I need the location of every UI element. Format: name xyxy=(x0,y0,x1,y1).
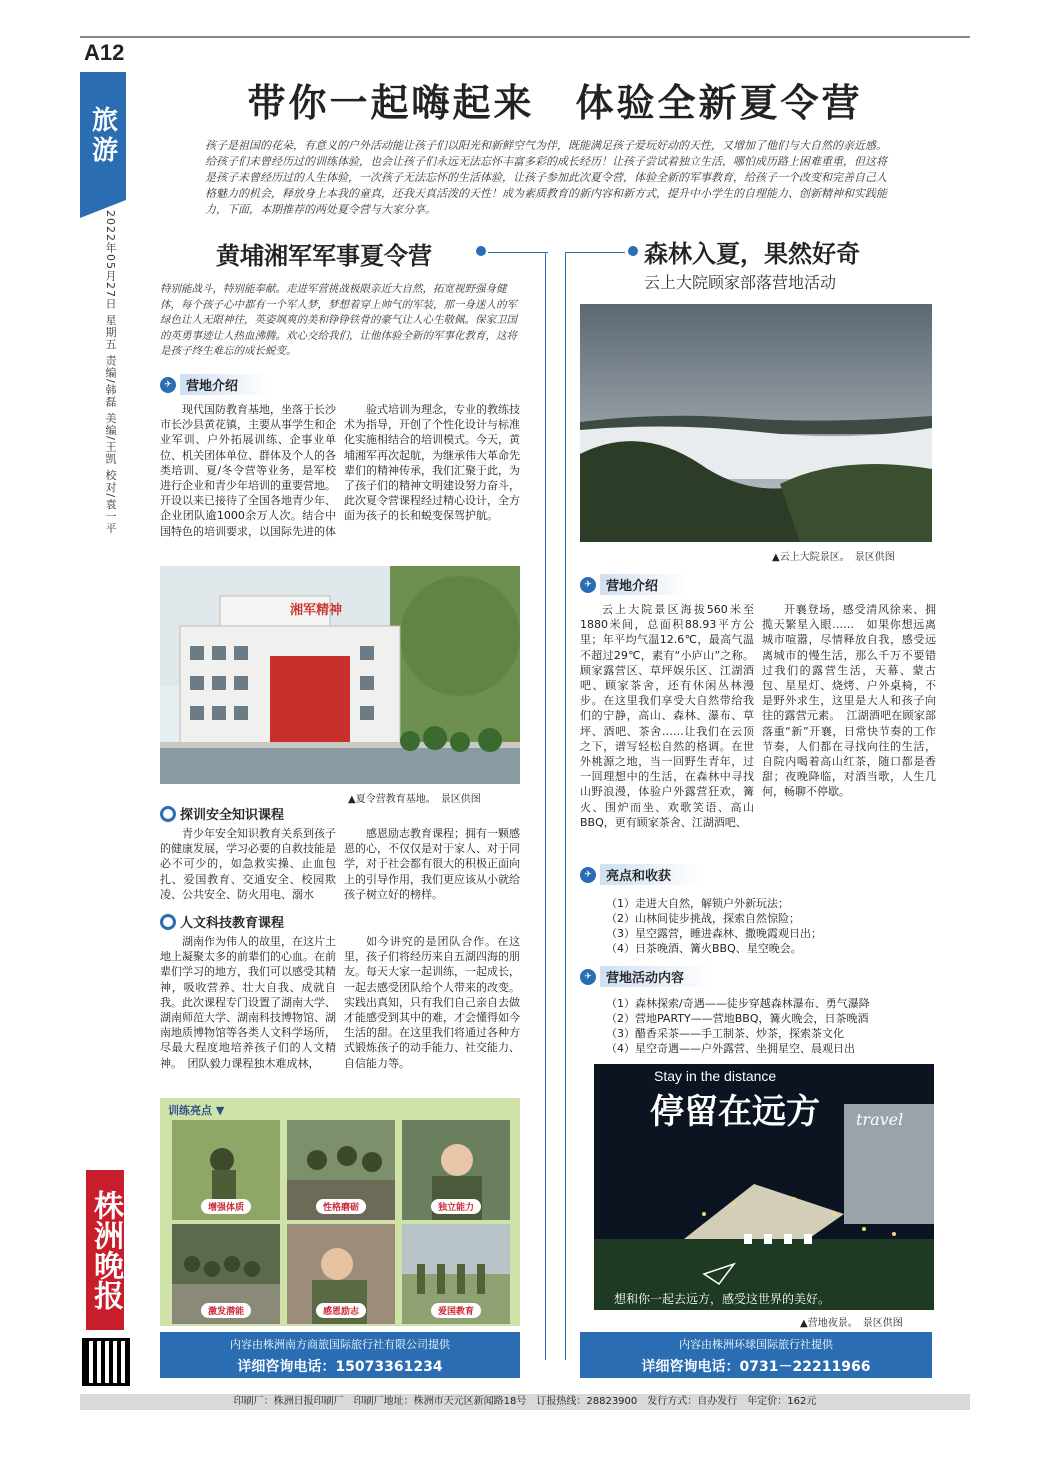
night-slogan: 想和你一起去远方，感受这世界的美好。 xyxy=(614,1292,831,1306)
ring-bullet-icon xyxy=(160,914,176,930)
thumb-label: 激发潜能 xyxy=(201,1303,251,1318)
left-photo-caption: ▲夏令营教育基地。 景区供图 xyxy=(348,794,481,805)
list-item: （2）山林间徒步挑战，探索自然惊险； xyxy=(606,912,800,925)
thumb-photo xyxy=(287,1224,395,1324)
left-sec1-col2: 验式培训为理念，专业的教练技术为指导，开创了个性化设计与标准化实施相结合的培训模式。今天，黄埔湘军再次起航，为继承伟大革命先辈们的精神传承，我们汇聚于此，为了孩子们的精神文明建设努力奋斗，此次夏令营课程经过精心设计，全方面为孩子的长和蜕变保驾护航。 xyxy=(344,403,520,523)
night-chinese-title: 停留在远方 xyxy=(650,1092,820,1132)
left-sec2-heading: 探训安全知识课程 xyxy=(160,804,284,823)
thumb-photo xyxy=(402,1224,510,1324)
section-tag: 旅游 xyxy=(80,72,126,200)
right-sec1-heading: ✈ 营地介绍 xyxy=(580,574,688,595)
list-item: （1）走进大自然，解锁户外新玩法； xyxy=(606,897,789,910)
night-camp-photo xyxy=(594,1064,934,1310)
thumb-label: 增强体质 xyxy=(201,1199,251,1214)
thumb-label: 感恩励志 xyxy=(316,1303,366,1318)
thumb-photo xyxy=(172,1120,280,1220)
plane-icon: ✈ xyxy=(580,969,596,985)
ring-bullet-icon xyxy=(160,806,176,822)
plane-icon: ✈ xyxy=(580,867,596,883)
right-sponsor-text: 内容由株洲环球国际旅行社提供 xyxy=(679,1338,833,1351)
right-sec3-heading: ✈ 营地活动内容 xyxy=(580,966,714,987)
bullet-icon xyxy=(476,246,486,256)
masthead-logo: 株洲晚报 xyxy=(86,1170,124,1330)
left-sec2-col2: 感恩励志教育课程；拥有一颗感恩的心，不仅仅是对于家人、对于同学，对于社会都有很大的积极正面向上的引导作用，我们更应该从小就给孩子树立好的榜样。 xyxy=(344,827,520,901)
highlights-list xyxy=(606,896,936,956)
night-photo-caption: ▲营地夜景。 景区供图 xyxy=(800,1318,903,1329)
center-divider-left xyxy=(545,252,546,1360)
list-item: （4）星空奇遇——户外露营、坐拥星空、晨观日出 xyxy=(606,1042,855,1055)
left-sec1-heading: ✈ 营地介绍 xyxy=(160,374,268,395)
bullet-icon xyxy=(628,246,638,256)
night-english-title: Stay in the distance xyxy=(654,1068,777,1084)
left-lead: 特别能战斗，特别能奉献。走进军营挑战极限亲近大自然，拓宽视野强身健体，每个孩子心中都有一个军人梦，梦想着穿上帅气的军装，那一身迷人的军绿色让人无限神往，英姿飒爽的美和铮铮铁骨的豪气让人心生敬佩。保家卫国的英勇事迹让人热血沸腾。欢心交给我们，让他体验全新的军事化教育，这将是孩子终生难忘的成长蜕变。 xyxy=(160,283,517,357)
right-sponsor-phone: 详细咨询电话：0731－22211966 xyxy=(641,1359,871,1375)
right-subtitle: 云上大院顾家部落营地活动 xyxy=(644,273,837,292)
thumb-label: 爱国教育 xyxy=(431,1303,481,1318)
list-item: （2）营地PARTY——营地BBQ，篝火晚会，日茶晚酒 xyxy=(606,1012,869,1025)
left-sec2-col1: 青少年安全知识教育关系到孩子的健康发展，学习必要的自救技能是必不可少的，如急救实操、止血包扎、爱国教育、交通安全、校园欺凌、公共安全、防火用电、溺水 xyxy=(160,827,336,901)
left-sec3-col1: 湖南作为伟人的故里，在这片土地上凝聚太多的前辈们的心血。在前辈们学习的地方，我们可以感受其精神，吸收营养、壮大自我、成就自我。此次课程专门设置了湖南大学、湖南师范大学、湖南科技博物馆、湖南地质博物馆等各类人文科学场所，尽最大程度地培养孩子们的人文精神。 团队毅力课程独木难成林， xyxy=(160,935,336,1070)
qr-code-icon xyxy=(82,1338,130,1386)
center-divider-right xyxy=(565,252,566,1360)
training-highlights-title: 训练亮点 ▼ xyxy=(168,1104,225,1117)
list-item: （4）日茶晚酒、篝火BBQ、星空晚会。 xyxy=(606,942,802,955)
left-title-rule xyxy=(488,252,548,253)
page-headline: 带你一起嗨起来 体验全新夏令营 xyxy=(247,81,863,125)
right-sec1-col2: 开襄登场，感受清风徐来、拥揽天繁星入眼…… 如果你想远离城市喧嚣，尽情释放自我，感受远离城市的慢生活，那么千万不要错过我们的露营生活，天幕、蒙古包、星星灯、烧烤、户外桌椅，不是野外求生，这里是大人和孩子向往的露营元素。 江湖酒吧在顾家部落重“新”开襄，日常快节奏的工作节奏，人们都在寻找向往的生活，自院内喝着高山红茶，随口都是香甜；夜晚降临，对酒当歌，人生几何，畅聊不停歇。 xyxy=(762,603,936,799)
svg-text:湘军精神: 湘军精神 xyxy=(290,603,343,618)
thumb-photo xyxy=(287,1120,395,1220)
thumb-photo xyxy=(172,1224,280,1324)
right-title-rule xyxy=(565,252,625,253)
intro-paragraph: 孩子是祖国的花朵，有意义的户外活动能让孩子们以阳光和新鲜空气为伴，既能满足孩子爱玩好动的天性，又增加了他们与大自然的亲近感。给孩子们未曾经历过的训练体验，也会让孩子们永远无法忘怀丰富多彩的成长经历！让孩子尝试着独立生活，哪怕成历路上困难重重，但这将是孩子未曾经历过的人生体验，一次孩子无法忘怀的生活体验，让孩子参加此次夏令营，体验全新的军事教育，给孩子一个改变和完善自己人格魅力的机会，释放身上本我的童真，还我天真活泼的天性！成为素质教育的新内容和新方式，提升中小学生的自理能力、创新精神和实践能力，下面，本期推荐的两处夏令营与大家分享。 xyxy=(205,139,887,216)
left-title: 黄埔湘军军事夏令营 xyxy=(216,242,432,270)
plane-icon: ✈ xyxy=(160,377,176,393)
thumb-label: 性格磨砺 xyxy=(316,1199,366,1214)
activities-list xyxy=(606,996,936,1056)
top-rule xyxy=(80,36,970,38)
camp-building-photo xyxy=(160,566,520,784)
list-item: （1）森林探索/奇遇——徒步穿越森林瀑布、勇气瀑降 xyxy=(606,997,870,1010)
night-travel-word: travel xyxy=(856,1110,904,1129)
right-photo-caption: ▲云上大院景区。 景区供图 xyxy=(772,552,895,563)
plane-icon: ✈ xyxy=(580,577,596,593)
right-sec2-heading: ✈ 亮点和收获 xyxy=(580,864,701,885)
left-sponsor-text: 内容由株洲南方商旅国际旅行社有限公司提供 xyxy=(230,1338,450,1351)
date-line: 2022年05月27日 星期五 责编/韩磊 美编/王凯 校对/袁一平 xyxy=(104,210,117,535)
list-item: （3）星空露营，睡进森林、撒晚霞观日出； xyxy=(606,927,822,940)
page-number: A12 xyxy=(84,40,125,65)
thumb-photo xyxy=(402,1120,510,1220)
left-sponsor-phone: 详细咨询电话：15073361234 xyxy=(237,1359,443,1375)
cloud-sea-photo xyxy=(580,304,932,542)
left-sec1-col1: 现代国防教育基地，坐落于长沙市长沙县黄花镇，主要从事学生和企业军训、户外拓展训练、企事业单位、机关团体单位、群体及个人的各类培训、夏/冬令营等业务，是军校进行企业和青少年培训的重要营地。开设以来已接待了全国各地青少年、企业团队逾1000余万人次。结合中国特色的培训要求，以国际先进的体 xyxy=(160,403,336,538)
right-title: 森林入夏，果然好奇 xyxy=(644,240,860,268)
right-sponsor-bar xyxy=(580,1332,932,1378)
left-sec3-heading: 人文科技教育课程 xyxy=(160,912,284,931)
list-item: （3）醋香采茶——手工制茶、炒茶，探索茶文化 xyxy=(606,1027,844,1040)
left-sponsor-bar xyxy=(160,1332,520,1378)
right-sec1-col1: 云上大院景区海拔560米至1880米间，总面积88.93平方公里；年平均气温12.6℃，最高气温不超过29℃，素有“小庐山”之称。顾家露营区、草坪娱乐区、江湖酒吧、顾家茶舍，还有休闲丛林漫步。在这里我们享受大自然带给我们的宁静，高山、森林、瀑布、草坪、酒吧、茶舍……让我们在云顶之下，谱写轻松自然的格调。在世外桃源之地，当一回野生青年，过一回理想中的生活，在森林中寻找山野浪漫，体验户外露营狂欢，篝火、围炉而坐、欢歌笑语、高山BBQ，更有顾家茶舍、江湖酒吧、 xyxy=(580,603,754,829)
left-sec3-col2: 如今讲究的是团队合作。在这里，孩子们将经历来自五湖四海的朋友。每天大家一起训练，一起成长，一起去感受团队给个人带来的改变。实践出真知，只有我们自己亲自去做才能感受到其中的难，才会懂得如今生活的甜。在这里我们将通过各种方式锻炼孩子的动手能力、社交能力、自信能力等。 xyxy=(344,935,520,1070)
print-footer: 印刷厂：株洲日报印刷厂 印刷厂地址：株洲市天元区新闻路18号 订报热线：28823900 发行方式：自办发行 年定价：162元 xyxy=(80,1394,970,1410)
thumb-label: 独立能力 xyxy=(431,1199,481,1214)
